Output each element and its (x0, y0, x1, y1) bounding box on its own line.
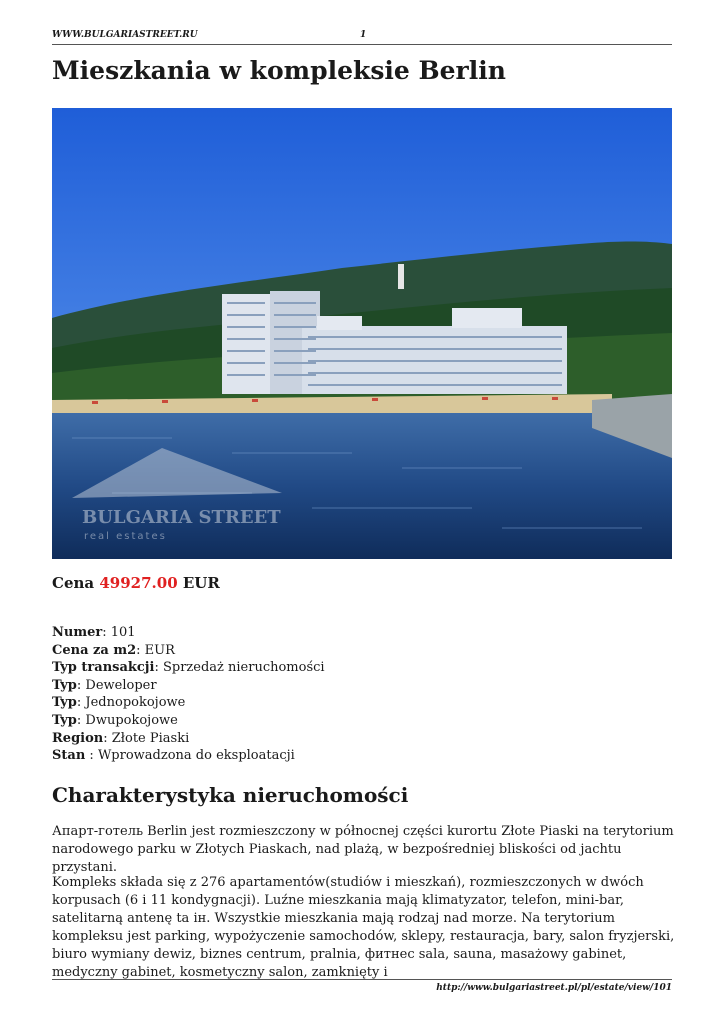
price-label: Cena (52, 574, 95, 592)
price-currency: EUR (182, 574, 220, 592)
property-row: Region: Złote Piaski (52, 730, 190, 746)
property-row: Cena za m2: EUR (52, 642, 175, 658)
watermark-subtitle: real estates (84, 531, 167, 542)
description-paragraph: Апарт-готель Berlin jest rozmieszczony w północnej części kurortu Złote Piaski na terytorium narodowego parku w Złotych Piaskach, nad plażą, w bezpośredniej bliskości od jachtu przystani. (52, 824, 674, 875)
property-row: Typ: Jednopokojowe (52, 695, 186, 711)
property-row: Typ: Deweloper (52, 677, 157, 693)
watermark-logo: BULGARIA STREET (82, 507, 281, 528)
property-row: Stan : Wprowadzona do eksploatacji (52, 748, 295, 764)
description-paragraph: Kompleks składa się z 276 apartamentów(studiów i mieszkań), rozmieszczonych w dwóch korpusach (6 i 11 kondygnacji). Luźne mieszkania mają klimatyzator, telefon, mini-bar, satelitarną antenę ta ін. Wszystkie mieszkania mają rodzaj nad morze. Na terytorium kompleksu jest parking, wypożyczenie samochodów, sklepy, restauracja, bary, salon fryzjerski, biuro wymiany dewiz, biznes centrum, pralnia, фитнес sala, sauna, masażowy gabinet, medyczny gabinet, kosmetyczny salon, zamknięty i (52, 875, 675, 980)
header-site: WWW.BULGARIASTREET.RU (52, 30, 198, 40)
price-amount: 49927.00 (99, 574, 178, 592)
page-header (52, 30, 672, 45)
header-page-number: 1 (360, 30, 367, 40)
page-footer (52, 979, 672, 997)
page-title: Mieszkania w kompleksie Berlin (52, 56, 506, 85)
price-line (52, 574, 220, 592)
property-row: Numer: 101 (52, 625, 136, 640)
section-heading: Charakterystyka nieruchomości (52, 783, 409, 807)
footer-url[interactable]: http://www.bulgariastreet.pl/pl/estate/view/101 (436, 983, 672, 993)
property-photo (52, 108, 672, 559)
property-details (52, 624, 325, 765)
property-row: Typ transakcji: Sprzedaż nieruchomości (52, 660, 325, 676)
property-row: Typ: Dwupokojowe (52, 712, 178, 728)
